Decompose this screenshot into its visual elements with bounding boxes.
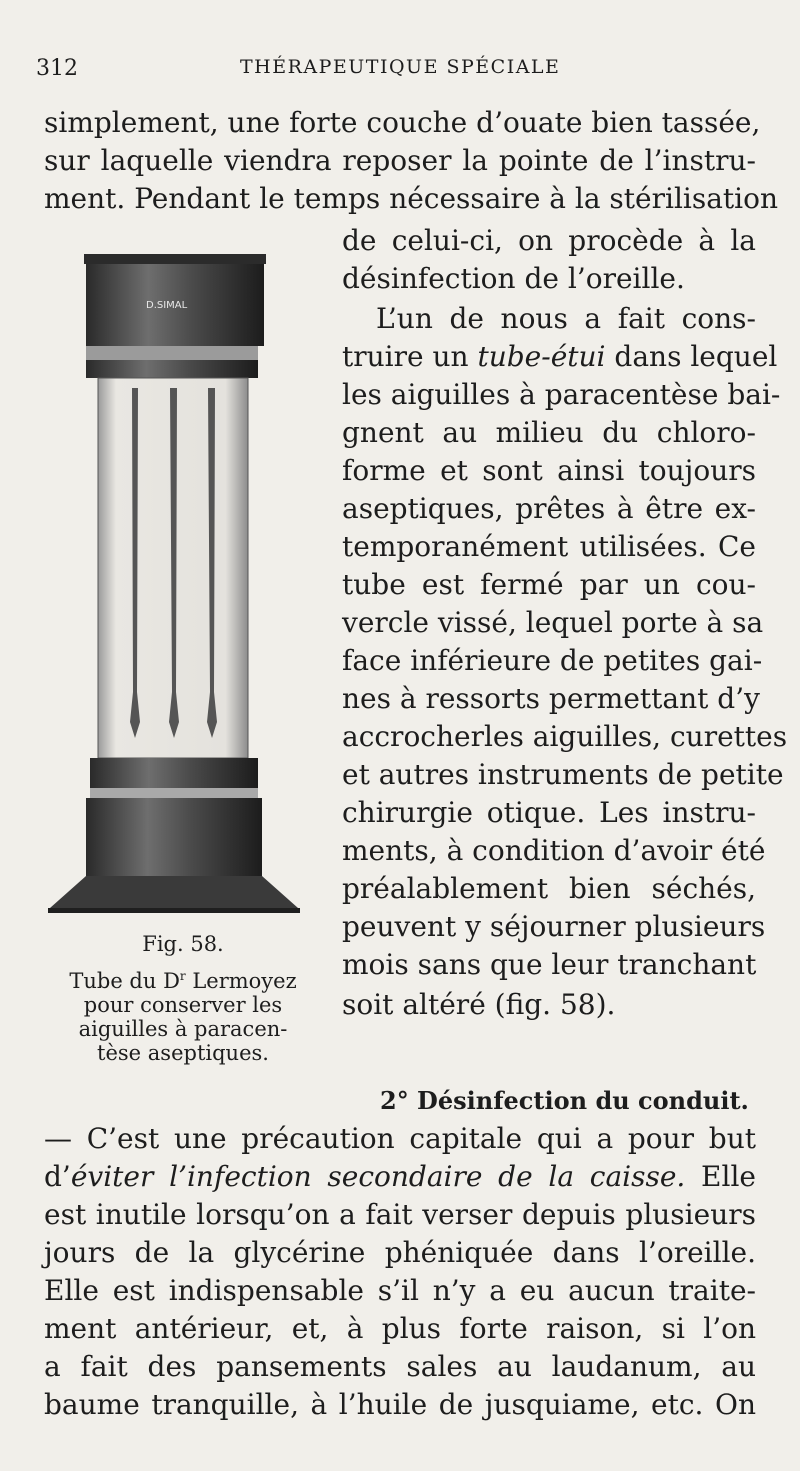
text-line: a fait des pansements sales au laudanum, au	[44, 1350, 756, 1383]
text-line: sur laquelle viendra reposer la pointe de l’instru-	[44, 144, 756, 177]
text-line: jours de la glycérine phéniquée dans l’oreille.	[44, 1236, 756, 1269]
text-line: forme et sont ainsi toujours	[342, 454, 756, 487]
text-line: d’éviter l’infection secondaire de la caisse. Elle	[44, 1160, 756, 1193]
text-line: ment antérieur, et, à plus forte raison, si l’on	[44, 1312, 756, 1345]
text-line: gnent au milieu du chloro-	[342, 416, 756, 449]
text-line: L’un de nous a fait cons-	[376, 302, 756, 335]
text-line: préalablement bien séchés,	[342, 872, 756, 905]
figure-caption	[44, 964, 322, 1065]
text-line: ment. Pendant le temps nécessaire à la stérilisation	[44, 182, 779, 215]
text-line: et autres instruments de petite	[342, 758, 784, 791]
text-line: simplement, une forte couche d’ouate bien tassée,	[44, 106, 761, 139]
text-line: ments, à condition d’avoir été	[342, 834, 766, 867]
page-number: 312	[36, 56, 78, 81]
text-line: accrocherles aiguilles, curettes	[342, 720, 788, 753]
engraver-mark: D.SIMAL	[146, 300, 188, 311]
text-line: vercle vissé, lequel porte à sa	[342, 606, 764, 639]
text-line: temporanément utilisées. Ce	[342, 530, 756, 563]
text-line: les aiguilles à paracentèse bai-	[342, 378, 781, 411]
text-line: baume tranquille, à l’huile de jusquiame, etc. On	[44, 1388, 756, 1421]
text-line: tube est fermé par un cou-	[342, 568, 756, 601]
text-line: de celui-ci, on procède à la	[342, 224, 756, 257]
caption-line: Tube du $D^r$ Lermoyez	[69, 969, 297, 993]
text-line: nes à ressorts permettant d’y	[342, 682, 760, 715]
section-heading: 2° Désinfection du conduit.	[380, 1086, 749, 1115]
text-line: chirurgie otique. Les instru-	[342, 796, 756, 829]
caption-line: tèse aseptiques.	[97, 1041, 269, 1065]
text-line: désinfection de l’oreille.	[342, 262, 685, 295]
text-line: mois sans que leur tranchant	[342, 948, 757, 981]
figure-label: Fig. 58.	[142, 932, 224, 956]
tube-etui-illustration	[46, 252, 304, 914]
caption-line: aiguilles à paracen-	[78, 1017, 288, 1041]
running-title: THÉRAPEUTIQUE SPÉCIALE	[240, 56, 561, 78]
text-line: aseptiques, prêtes à être ex-	[342, 492, 756, 525]
text-line: soit altéré (fig. 58).	[342, 988, 616, 1021]
text-line: est inutile lorsqu’on a fait verser depuis plusieurs	[44, 1198, 756, 1231]
running-head	[0, 56, 800, 92]
text-line: — C’est une précaution capitale qui a pour but	[44, 1122, 756, 1155]
text-line: Elle est indispensable s’il n’y a eu aucun traite-	[44, 1274, 756, 1307]
text-line: truire un tube-étui dans lequel	[342, 340, 778, 373]
text-line: face inférieure de petites gai-	[342, 644, 763, 677]
text-line: peuvent y séjourner plusieurs	[342, 910, 766, 943]
caption-line: pour conserver les	[83, 993, 283, 1017]
